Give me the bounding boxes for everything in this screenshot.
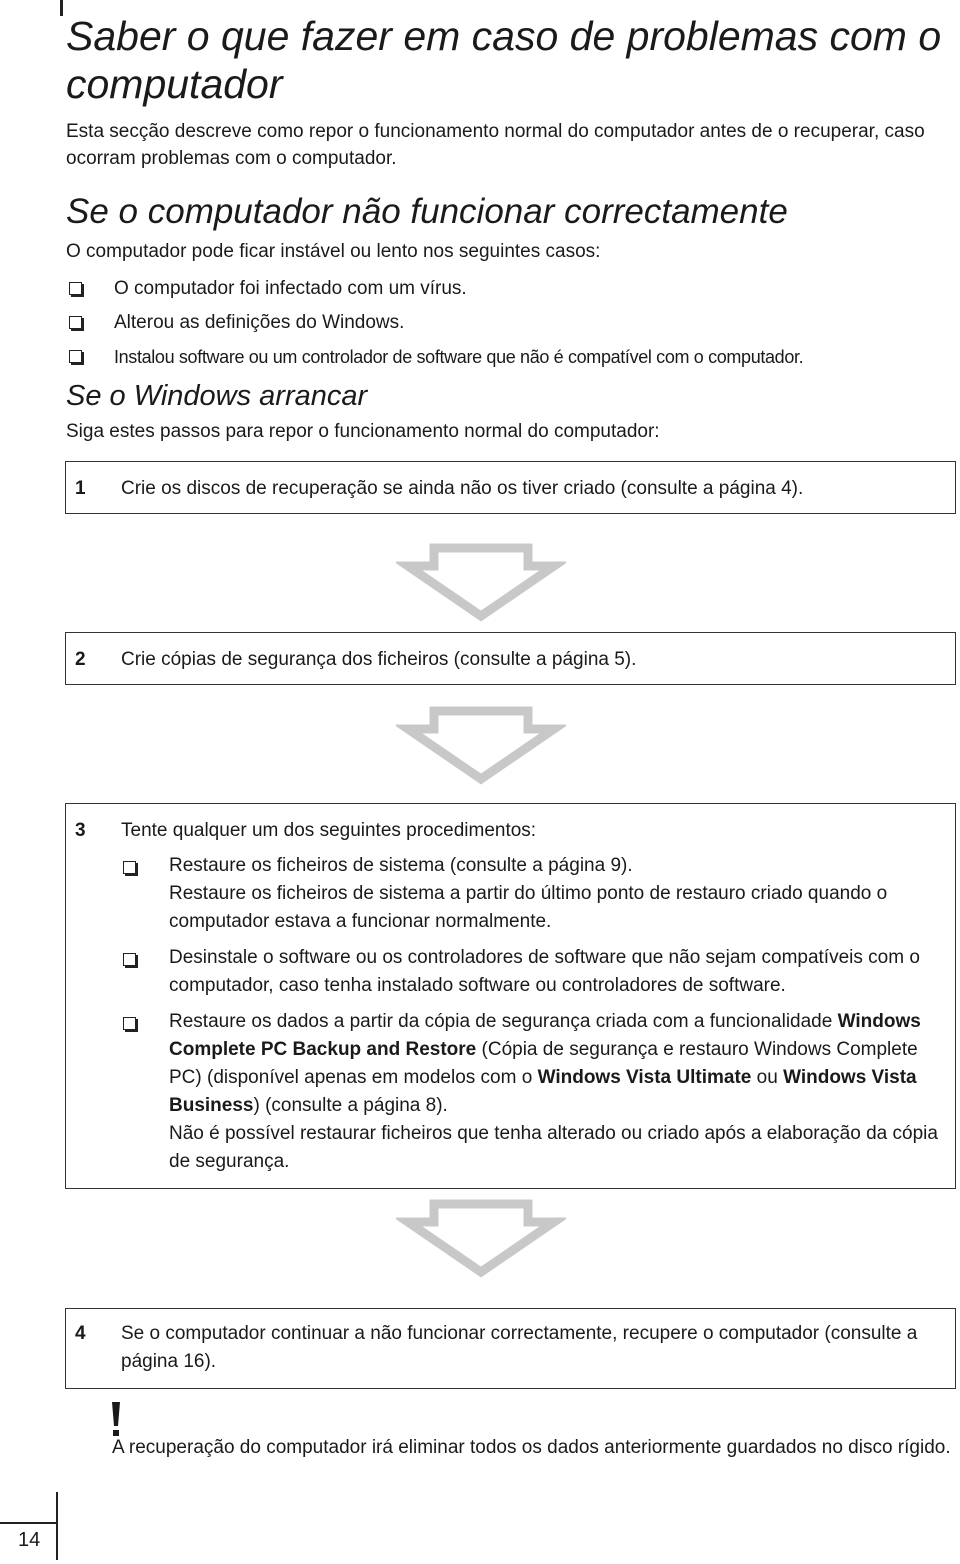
- step-number: 1: [75, 478, 86, 499]
- step-box-3: [65, 803, 956, 1189]
- checkbox-bullet-icon: [123, 861, 136, 874]
- page-title: Saber o que fazer em caso de problemas com o computador: [66, 13, 942, 107]
- page-number-rule: [0, 1522, 58, 1524]
- checkbox-bullet-icon: [69, 282, 82, 295]
- list-item: Restaure os dados a partir da cópia de segurança criada com a funcionalidade Windows Complete PC Backup and Restore (Cópia de segurança e restauro Windows Complete PC) (disponível apenas em modelos com o Windows Vista Ultimate ou Windows Vista Business) (consulte a página 8). Não é possível restaurar ficheiros que tenha alterado ou criado após a elaboração da cópia de segurança.: [121, 1008, 941, 1176]
- step-text: Crie os discos de recuperação se ainda não os tiver criado (consulte a página 4).: [121, 478, 804, 499]
- warning-text: A recuperação do computador irá eliminar todos os dados anteriormente guardados no disco rígido.: [112, 1437, 951, 1458]
- step-text: Se o computador continuar a não funcionar correctamente, recupere o computador (consulte a página 16).: [121, 1323, 918, 1372]
- step-number: 2: [75, 649, 86, 670]
- checkbox-bullet-icon: [123, 953, 136, 966]
- step-box-4: [65, 1308, 956, 1389]
- option-list: [121, 852, 941, 1184]
- section-lead: Siga estes passos para repor o funcionamento normal do computador:: [66, 421, 660, 442]
- intro-paragraph: Esta secção descreve como repor o funcionamento normal do computador antes de o recuperar, caso ocorram problemas com o computador.: [66, 121, 925, 169]
- section-heading-not-working: Se o computador não funcionar correctamente: [66, 192, 788, 231]
- step-number: 4: [75, 1323, 86, 1344]
- list-item: Instalou software ou um controlador de software que não é compatível com o computador.: [66, 340, 956, 374]
- cause-list: [66, 272, 956, 374]
- step-text: Tente qualquer um dos seguintes procedimentos:: [121, 820, 537, 841]
- checkbox-bullet-icon: [123, 1017, 136, 1030]
- down-arrow-icon: [396, 542, 566, 622]
- exclamation-icon: [112, 1402, 120, 1438]
- list-item: Alterou as definições do Windows.: [66, 306, 956, 340]
- list-item: Restaure os ficheiros de sistema (consulte a página 9). Restaure os ficheiros de sistema a partir do último ponto de restauro criado quando o computador estava a funcionar normalmente.: [121, 852, 941, 936]
- down-arrow-icon: [396, 1198, 566, 1278]
- step-text: Crie cópias de segurança dos ficheiros (consulte a página 5).: [121, 649, 637, 670]
- top-rule: [60, 0, 63, 16]
- page-number-rule: [56, 1492, 58, 1560]
- step-number: 3: [75, 820, 86, 841]
- checkbox-bullet-icon: [69, 316, 82, 329]
- step-box-1: [65, 461, 956, 514]
- step-box-2: [65, 632, 956, 685]
- list-item: O computador foi infectado com um vírus.: [66, 272, 956, 306]
- list-item: Desinstale o software ou os controladores de software que não sejam compatíveis com o computador, caso tenha instalado software ou controladores de software.: [121, 944, 941, 1000]
- checkbox-bullet-icon: [69, 350, 82, 363]
- section-lead: O computador pode ficar instável ou lento nos seguintes casos:: [66, 241, 601, 262]
- down-arrow-icon: [396, 705, 566, 785]
- page-number: 14: [18, 1529, 41, 1551]
- section-heading-windows-starts: Se o Windows arrancar: [66, 380, 368, 412]
